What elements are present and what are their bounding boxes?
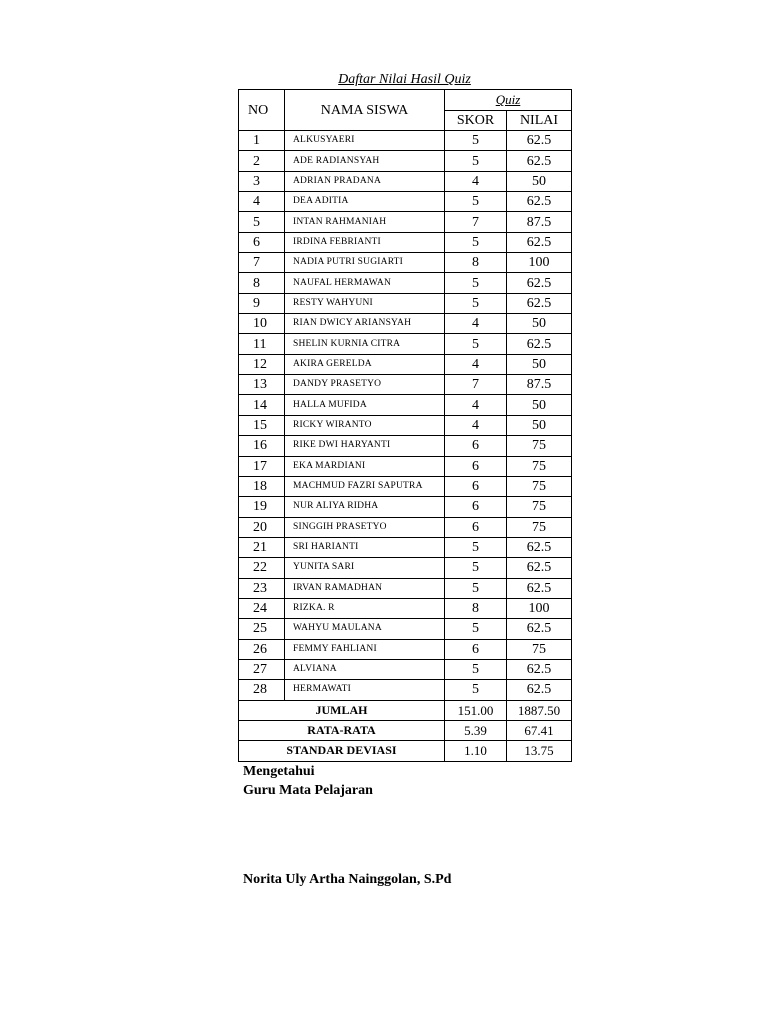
student-name: FEMMY FAHLIANI: [285, 639, 445, 659]
table-row: [239, 619, 572, 639]
row-number: 9: [239, 293, 285, 313]
table-row: [239, 578, 572, 598]
footer-signer-name: Norita Uly Artha Nainggolan, S.Pd: [243, 872, 452, 887]
student-name: HERMAWATI: [285, 680, 445, 700]
row-number: 24: [239, 598, 285, 618]
student-name: IRVAN RAMADHAN: [285, 578, 445, 598]
nilai-value: 62.5: [507, 619, 572, 639]
skor-value: 6: [445, 639, 507, 659]
skor-value: 5: [445, 680, 507, 700]
row-number: 3: [239, 171, 285, 191]
skor-value: 7: [445, 212, 507, 232]
skor-value: 5: [445, 334, 507, 354]
skor-value: 5: [445, 558, 507, 578]
skor-value: 5: [445, 232, 507, 252]
student-name: ALVIANA: [285, 659, 445, 679]
table-row: [239, 131, 572, 151]
summary-row: [239, 741, 572, 761]
summary-skor: 1.10: [445, 741, 507, 761]
student-name: RIAN DWICY ARIANSYAH: [285, 314, 445, 334]
table-row: [239, 598, 572, 618]
skor-value: 6: [445, 497, 507, 517]
summary-label: RATA-RATA: [239, 720, 445, 740]
skor-value: 6: [445, 436, 507, 456]
row-number: 14: [239, 395, 285, 415]
student-name: YUNITA SARI: [285, 558, 445, 578]
student-name: RIKE DWI HARYANTI: [285, 436, 445, 456]
nilai-value: 75: [507, 517, 572, 537]
nilai-value: 75: [507, 456, 572, 476]
nilai-value: 62.5: [507, 537, 572, 557]
summary-label: JUMLAH: [239, 700, 445, 720]
skor-value: 6: [445, 517, 507, 537]
table-row: [239, 375, 572, 395]
table-row: [239, 415, 572, 435]
skor-value: 5: [445, 659, 507, 679]
student-name: NADIA PUTRI SUGIARTI: [285, 253, 445, 273]
row-number: 12: [239, 354, 285, 374]
row-number: 22: [239, 558, 285, 578]
nilai-value: 62.5: [507, 232, 572, 252]
student-name: HALLA MUFIDA: [285, 395, 445, 415]
skor-value: 4: [445, 415, 507, 435]
table-row: [239, 171, 572, 191]
nilai-value: 75: [507, 639, 572, 659]
table-row: [239, 537, 572, 557]
row-number: 8: [239, 273, 285, 293]
header-no: NO: [239, 90, 285, 131]
student-name: ADE RADIANSYAH: [285, 151, 445, 171]
row-number: 6: [239, 232, 285, 252]
skor-value: 5: [445, 619, 507, 639]
skor-value: 5: [445, 192, 507, 212]
skor-value: 8: [445, 253, 507, 273]
table-row: [239, 497, 572, 517]
header-nama-siswa: NAMA SISWA: [285, 90, 445, 131]
skor-value: 4: [445, 314, 507, 334]
row-number: 28: [239, 680, 285, 700]
nilai-value: 62.5: [507, 151, 572, 171]
row-number: 10: [239, 314, 285, 334]
student-name: DEA ADITIA: [285, 192, 445, 212]
table-row: [239, 476, 572, 496]
student-name: EKA MARDIANI: [285, 456, 445, 476]
skor-value: 5: [445, 578, 507, 598]
table-row: [239, 639, 572, 659]
row-number: 17: [239, 456, 285, 476]
table-row: [239, 253, 572, 273]
table-row: [239, 232, 572, 252]
student-name: IRDINA FEBRIANTI: [285, 232, 445, 252]
skor-value: 6: [445, 476, 507, 496]
grades-table: [238, 89, 572, 762]
nilai-value: 62.5: [507, 273, 572, 293]
student-name: RICKY WIRANTO: [285, 415, 445, 435]
summary-nilai: 67.41: [507, 720, 572, 740]
skor-value: 6: [445, 456, 507, 476]
nilai-value: 75: [507, 476, 572, 496]
skor-value: 5: [445, 131, 507, 151]
skor-value: 4: [445, 354, 507, 374]
table-row: [239, 558, 572, 578]
nilai-value: 62.5: [507, 131, 572, 151]
skor-value: 4: [445, 395, 507, 415]
table-row: [239, 456, 572, 476]
student-name: SINGGIH PRASETYO: [285, 517, 445, 537]
header-nilai: NILAI: [507, 110, 572, 131]
table-row: [239, 314, 572, 334]
nilai-value: 62.5: [507, 578, 572, 598]
nilai-value: 50: [507, 415, 572, 435]
footer-teacher-title: Guru Mata Pelajaran: [243, 783, 373, 798]
summary-row: [239, 720, 572, 740]
skor-value: 5: [445, 151, 507, 171]
row-number: 23: [239, 578, 285, 598]
row-number: 18: [239, 476, 285, 496]
row-number: 26: [239, 639, 285, 659]
summary-nilai: 13.75: [507, 741, 572, 761]
student-name: INTAN RAHMANIAH: [285, 212, 445, 232]
document-title: Daftar Nilai Hasil Quiz: [338, 72, 471, 87]
table-row: [239, 334, 572, 354]
skor-value: 4: [445, 171, 507, 191]
nilai-value: 87.5: [507, 212, 572, 232]
nilai-value: 62.5: [507, 558, 572, 578]
header-quiz: Quiz: [445, 90, 572, 111]
row-number: 11: [239, 334, 285, 354]
nilai-value: 62.5: [507, 680, 572, 700]
table-row: [239, 436, 572, 456]
footer-acknowledge: Mengetahui: [243, 764, 315, 779]
student-name: AKIRA GERELDA: [285, 354, 445, 374]
summary-row: [239, 700, 572, 720]
nilai-value: 100: [507, 598, 572, 618]
nilai-value: 100: [507, 253, 572, 273]
row-number: 13: [239, 375, 285, 395]
skor-value: 5: [445, 273, 507, 293]
nilai-value: 62.5: [507, 659, 572, 679]
summary-label: STANDAR DEVIASI: [239, 741, 445, 761]
student-name: SRI HARIANTI: [285, 537, 445, 557]
table-row: [239, 192, 572, 212]
header-skor: SKOR: [445, 110, 507, 131]
student-name: DANDY PRASETYO: [285, 375, 445, 395]
table-row: [239, 212, 572, 232]
nilai-value: 75: [507, 497, 572, 517]
row-number: 21: [239, 537, 285, 557]
nilai-value: 75: [507, 436, 572, 456]
row-number: 27: [239, 659, 285, 679]
summary-nilai: 1887.50: [507, 700, 572, 720]
table-row: [239, 659, 572, 679]
student-name: RESTY WAHYUNI: [285, 293, 445, 313]
table-row: [239, 395, 572, 415]
summary-skor: 5.39: [445, 720, 507, 740]
student-name: SHELIN KURNIA CITRA: [285, 334, 445, 354]
row-number: 1: [239, 131, 285, 151]
row-number: 15: [239, 415, 285, 435]
student-name: MACHMUD FAZRI SAPUTRA: [285, 476, 445, 496]
row-number: 2: [239, 151, 285, 171]
row-number: 7: [239, 253, 285, 273]
nilai-value: 50: [507, 171, 572, 191]
row-number: 4: [239, 192, 285, 212]
student-name: ADRIAN PRADANA: [285, 171, 445, 191]
summary-skor: 151.00: [445, 700, 507, 720]
student-name: WAHYU MAULANA: [285, 619, 445, 639]
nilai-value: 87.5: [507, 375, 572, 395]
nilai-value: 50: [507, 314, 572, 334]
row-number: 19: [239, 497, 285, 517]
skor-value: 5: [445, 293, 507, 313]
row-number: 25: [239, 619, 285, 639]
student-name: RIZKA. R: [285, 598, 445, 618]
table-row: [239, 151, 572, 171]
nilai-value: 62.5: [507, 334, 572, 354]
student-name: NUR ALIYA RIDHA: [285, 497, 445, 517]
row-number: 5: [239, 212, 285, 232]
row-number: 16: [239, 436, 285, 456]
table-row: [239, 293, 572, 313]
table-row: [239, 273, 572, 293]
student-name: ALKUSYAERI: [285, 131, 445, 151]
table-row: [239, 517, 572, 537]
nilai-value: 62.5: [507, 192, 572, 212]
student-name: NAUFAL HERMAWAN: [285, 273, 445, 293]
row-number: 20: [239, 517, 285, 537]
nilai-value: 50: [507, 395, 572, 415]
skor-value: 8: [445, 598, 507, 618]
nilai-value: 62.5: [507, 293, 572, 313]
skor-value: 7: [445, 375, 507, 395]
table-row: [239, 354, 572, 374]
nilai-value: 50: [507, 354, 572, 374]
table-row: [239, 680, 572, 700]
skor-value: 5: [445, 537, 507, 557]
